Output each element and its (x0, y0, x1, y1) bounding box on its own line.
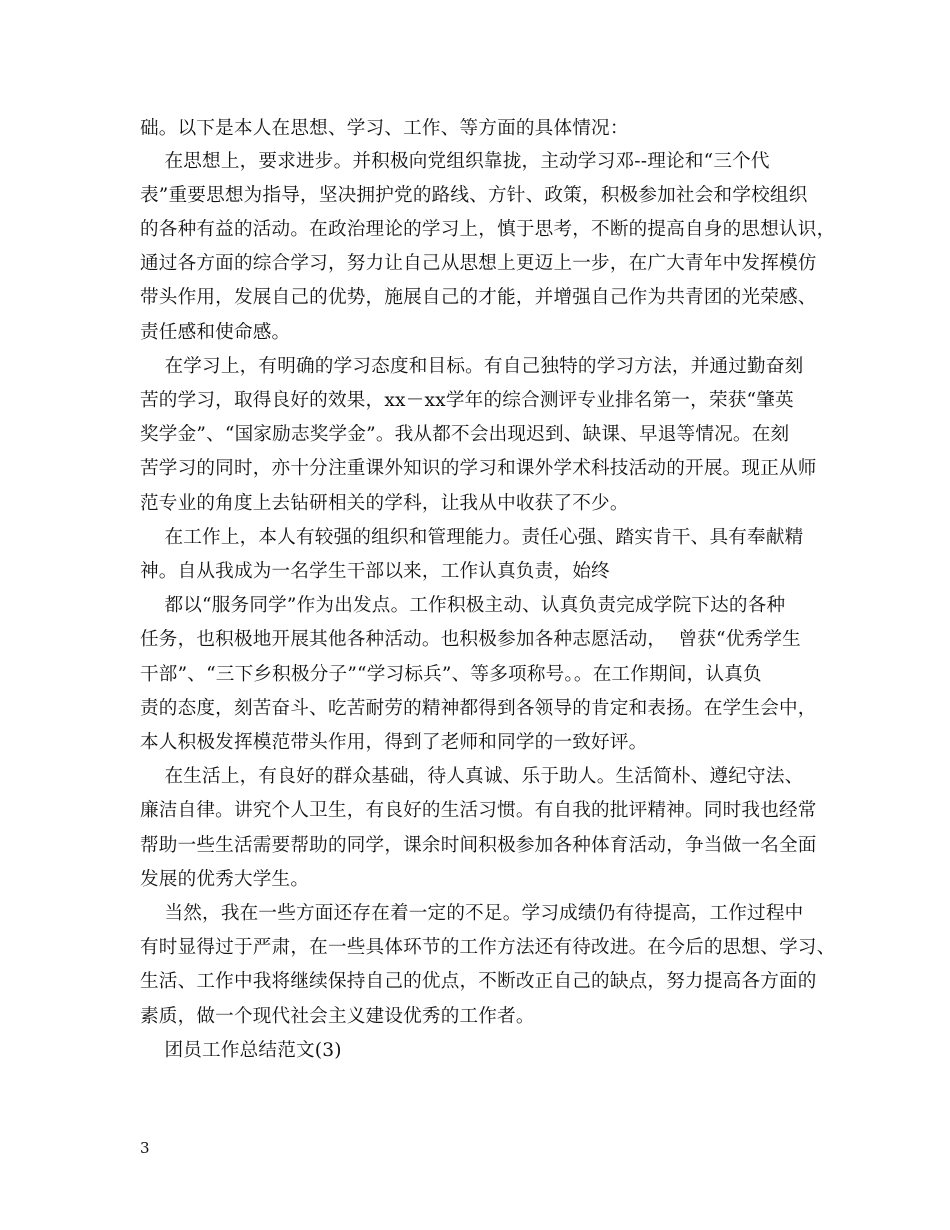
text-line: 生活、工作中我将继续保持自己的优点，不断改正自己的缺点，努力提高各方面的 (140, 971, 817, 992)
text-line: 神。自从我成为一名学生干部以来，工作认真负责，始终 (140, 561, 610, 582)
text-line: 当然，我在一些方面还存在着一定的不足。学习成绩仍有待提高，工作过程中 (140, 903, 804, 924)
text-line: 范专业的角度上去钻研相关的学科，让我从中收获了不少。 (140, 493, 629, 514)
text-line: 团员工作总结范文(3) (140, 1040, 342, 1061)
text-line: 帮助一些生活需要帮助的同学，课余时间积极参加各种体育活动，争当做一名全面 (140, 835, 817, 856)
page-number: 3 (140, 1139, 150, 1157)
text-line: 苦的学习，取得良好的效果，xx－xx学年的综合测评专业排名第一，荣获“肇英 (140, 390, 794, 411)
text-line: 带头作用，发展自己的优势，施展自己的才能，并增强自己作为共青团的光荣感、 (140, 287, 817, 308)
text-line: 责的态度，刻苦奋斗、吃苦耐劳的精神都得到各领导的肯定和表扬。在学生会中， (140, 698, 817, 719)
text-line: 在思想上，要求进步。并积极向党组织靠拢，主动学习邓--理论和“三个代 (140, 151, 770, 172)
text-line: 在学习上，有明确的学习态度和目标。有自己独特的学习方法，并通过勤奋刻 (140, 356, 804, 377)
text-line: 有时显得过于严肃，在一些具体环节的工作方法还有待改进。在今后的思想、学习、 (140, 937, 836, 958)
text-line: 本人积极发挥模范带头作用，得到了老师和同学的一致好评。 (140, 732, 648, 753)
text-line: 廉洁自律。讲究个人卫生，有良好的生活习惯。有自我的批评精神。同时我也经常 (140, 800, 817, 821)
text-line: 干部”、“三下乡积极分子”“学习标兵”、等多项称号。。在工作期间，认真负 (140, 664, 762, 685)
text-line: 苦学习的同时，亦十分注重课外知识的学习和课外学术科技活动的开展。现正从师 (140, 458, 817, 479)
text-line: 都以“服务同学”作为出发点。工作积极主动、认真负责完成学院下达的各种 (140, 595, 786, 616)
text-line: 表”重要思想为指导，坚决拥护党的路线、方针、政策，积极参加社会和学校组织 (140, 185, 808, 206)
text-line: 发展的优秀大学生。 (140, 869, 310, 890)
text-line: 任务，也积极地开展其他各种活动。也积极参加各种志愿活动， 曾获“优秀学生 (140, 629, 801, 650)
text-line: 素质，做一个现代社会主义建设优秀的工作者。 (140, 1006, 535, 1027)
text-line: 础。以下是本人在思想、学习、工作、等方面的具体情况： (140, 118, 629, 139)
text-line: 责任感和使命感。 (140, 322, 291, 343)
text-line: 奖学金”、“国家励志奖学金”。我从都不会出现迟到、缺课、早退等情况。在刻 (140, 424, 790, 445)
text-line: 在工作上，本人有较强的组织和管理能力。责任心强、踏实肯干、具有奉献精 (140, 527, 804, 548)
text-line: 通过各方面的综合学习，努力让自己从思想上更迈上一步，在广大青年中发挥模仿 (140, 253, 817, 274)
text-line: 的各种有益的活动。在政治理论的学习上，慎于思考，不断的提高自身的思想认识， (140, 219, 836, 240)
text-line: 在生活上，有良好的群众基础，待人真诚、乐于助人。生活简朴、遵纪守法、 (140, 766, 804, 787)
